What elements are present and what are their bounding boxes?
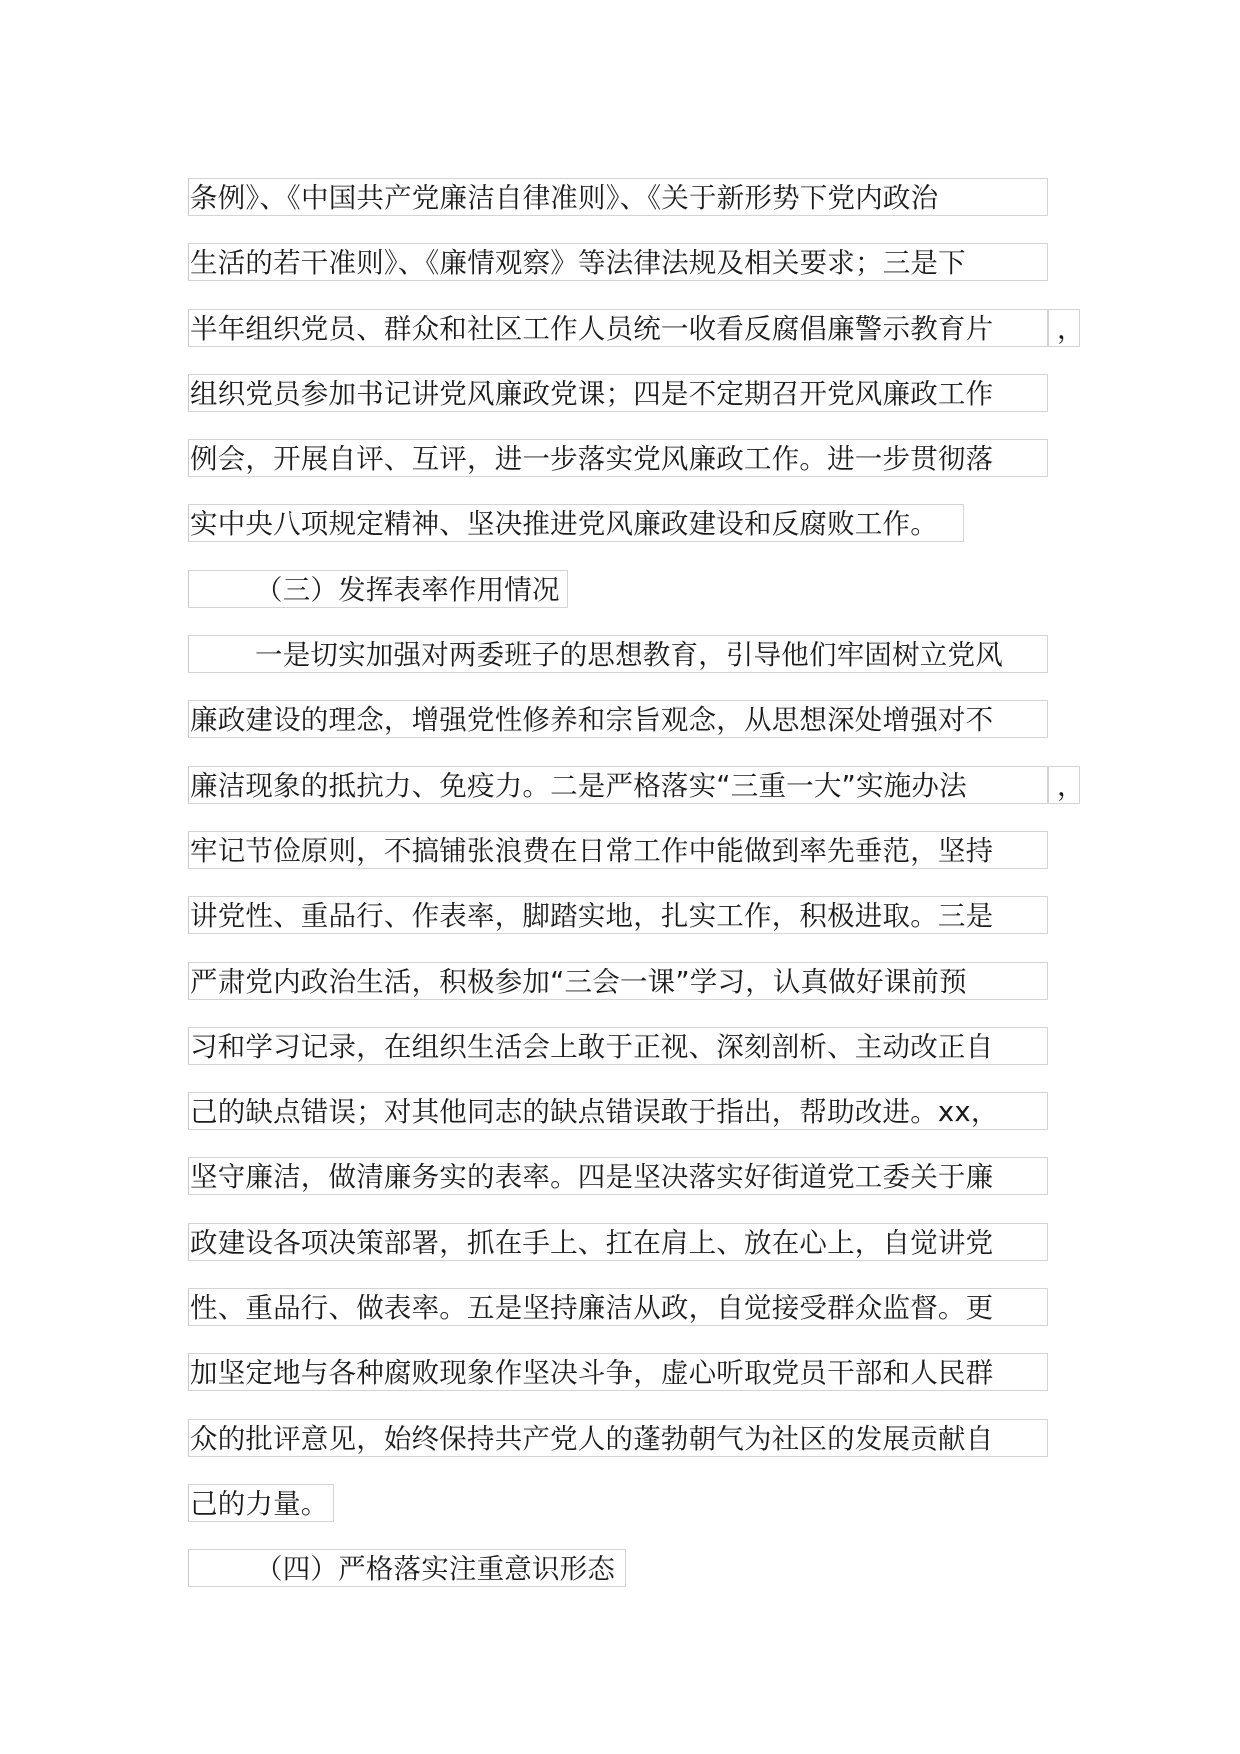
document-body xyxy=(188,174,1088,1611)
paragraph-line: 半年组织党员、群众和社区工作人员统一收看反腐倡廉警示教育片 xyxy=(188,309,1048,347)
text-line xyxy=(188,762,1088,827)
paragraph-line: 严肃党内政治生活，积极参加“三会一课”学习，认真做好课前预 xyxy=(188,962,1048,1000)
text-line xyxy=(188,1480,1088,1545)
overflow-punctuation: ， xyxy=(1048,309,1080,347)
text-line xyxy=(188,1088,1088,1153)
paragraph-line: 己的缺点错误；对其他同志的缺点错误敢于指出，帮助改进。xx， xyxy=(188,1092,1048,1130)
paragraph-line: 条例》、《中国共产党廉洁自律准则》、《关于新形势下党内政治 xyxy=(188,178,1048,216)
paragraph-line: 组织党员参加书记讲党风廉政党课；四是不定期召开党风廉政工作 xyxy=(188,374,1048,412)
text-line xyxy=(188,1219,1088,1284)
paragraph-line: 生活的若干准则》、《廉情观察》等法律法规及相关要求；三是下 xyxy=(188,243,1048,281)
text-line xyxy=(188,239,1088,304)
text-line xyxy=(188,1023,1088,1088)
paragraph-line: 性、重品行、做表率。五是坚持廉洁从政，自觉接受群众监督。更 xyxy=(188,1288,1048,1326)
text-line xyxy=(188,370,1088,435)
section-heading: （四）严格落实注重意识形态 xyxy=(188,1549,626,1587)
paragraph-line: 牢记节俭原则，不搞铺张浪费在日常工作中能做到率先垂范，坚持 xyxy=(188,831,1048,869)
text-line xyxy=(188,892,1088,957)
text-line xyxy=(188,631,1088,696)
paragraph-line: 众的批评意见，始终保持共产党人的蓬勃朝气为社区的发展贡献自 xyxy=(188,1419,1048,1457)
paragraph-line: 一是切实加强对两委班子的思想教育，引导他们牢固树立党风 xyxy=(188,635,1048,673)
text-line xyxy=(188,1415,1088,1480)
paragraph-line: 加坚定地与各种腐败现象作坚决斗争，虚心听取党员干部和人民群 xyxy=(188,1353,1048,1391)
text-line xyxy=(188,566,1088,631)
paragraph-line: 实中央八项规定精神、坚决推进党风廉政建设和反腐败工作。 xyxy=(188,504,964,542)
paragraph-line: 习和学习记录，在组织生活会上敢于正视、深刻剖析、主动改正自 xyxy=(188,1027,1048,1065)
text-line xyxy=(188,1284,1088,1349)
paragraph-line: 政建设各项决策部署，抓在手上、扛在肩上、放在心上，自觉讲党 xyxy=(188,1223,1048,1261)
text-line xyxy=(188,1153,1088,1218)
paragraph-line: 廉政建设的理念，增强党性修养和宗旨观念，从思想深处增强对不 xyxy=(188,700,1048,738)
text-line xyxy=(188,1349,1088,1414)
paragraph-line: 廉洁现象的抵抗力、免疫力。二是严格落实“三重一大”实施办法 xyxy=(188,766,1048,804)
text-line xyxy=(188,958,1088,1023)
text-line xyxy=(188,827,1088,892)
paragraph-line: 坚守廉洁，做清廉务实的表率。四是坚决落实好街道党工委关于廉 xyxy=(188,1157,1048,1195)
paragraph-line: 讲党性、重品行、作表率，脚踏实地，扎实工作，积极进取。三是 xyxy=(188,896,1048,934)
text-line xyxy=(188,1545,1088,1610)
text-line xyxy=(188,500,1088,565)
overflow-punctuation: ， xyxy=(1048,766,1080,804)
paragraph-line: 例会，开展自评、互评，进一步落实党风廉政工作。进一步贯彻落 xyxy=(188,439,1048,477)
text-line xyxy=(188,174,1088,239)
section-heading: （三）发挥表率作用情况 xyxy=(188,570,568,608)
text-line xyxy=(188,305,1088,370)
text-line xyxy=(188,696,1088,761)
paragraph-line: 己的力量。 xyxy=(188,1484,334,1522)
text-line xyxy=(188,435,1088,500)
